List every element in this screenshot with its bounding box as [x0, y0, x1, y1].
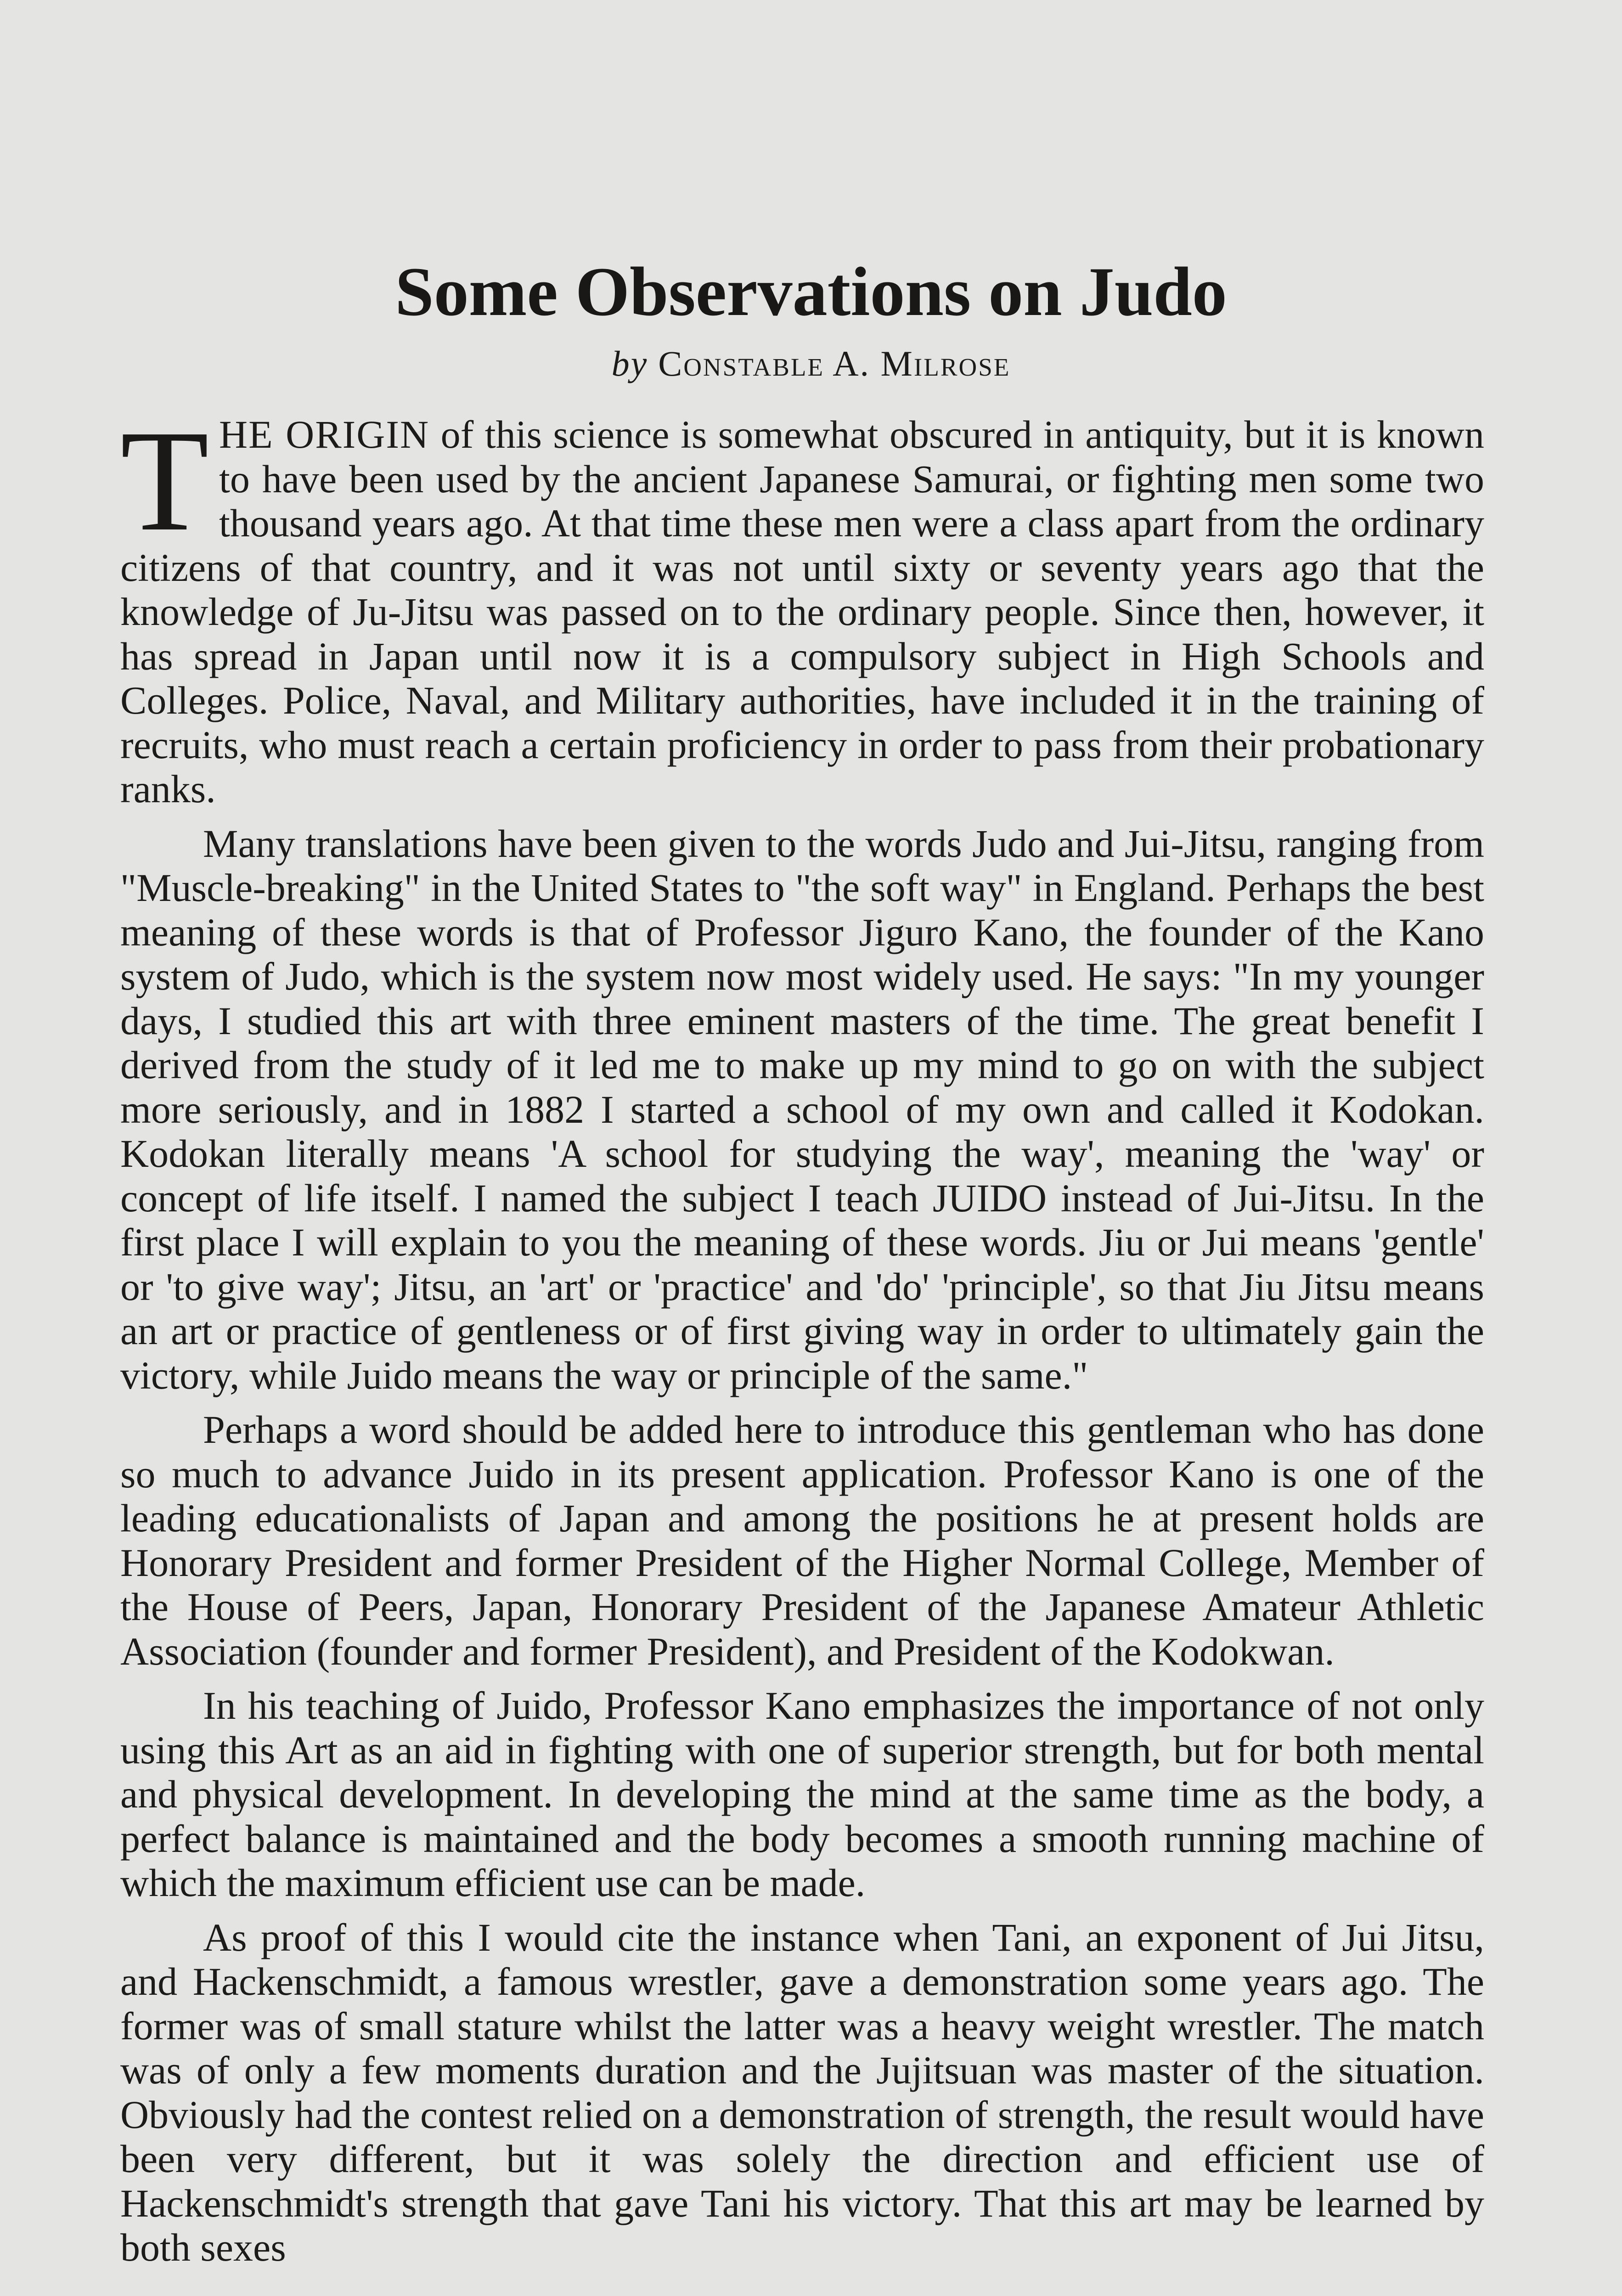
paragraph-2: Many translations have been given to the words Judo and Jui-Jitsu, ranging from "Muscle-breaking" in the United States to "the soft way" in England. Perhaps the best meaning of these words is that of Professor Jiguro Kano, the founder of the Kano system of Judo, which is the system now most widely used. He says: "In my younger days, I studied this art with three eminent masters of the time. The great benefit I derived from the study of it led me to make up my mind to go on with the subject more seriously, and in 1882 I started a school of my own and called it Kodokan. Kodokan literally means 'A school for studying the way', meaning the 'way' or concept of life itself. I named the subject I teach JUIDO instead of Jui-Jitsu. In the first place I will explain to you the meaning of these words. Jiu or Jui means 'gentle' or 'to give way'; Jitsu, an 'art' or 'practice' and 'do' 'principle', so that Jiu Jitsu means an art or practice of gentleness or of first giving way in order to ultimately gain the victory, while Juido means the way or principle of the same.": [120, 821, 1484, 1397]
paragraph-3: Perhaps a word should be added here to introduce this gentleman who has done so much to advance Juido in its present application. Professor Kano is one of the leading educationalists of Japan and among the positions he at present holds are Honorary President and former President of the Higher Normal College, Member of the House of Peers, Japan, Honorary President of the Japanese Amateur Athletic Association (founder and former President), and President of the Kodokwan.: [120, 1407, 1484, 1673]
drop-cap: T: [120, 400, 209, 561]
paragraph-1-text: of this science is somewhat obscured in antiquity, but it is known to have been used by the ancient Japanese Samurai, or fighting men some two thousand years ago. At that time these men were a class apart from the ordinary citizens of that country, and it was not until sixty or seventy years ago that the knowledge of Ju-Jitsu was passed on to the ordinary people. Since then, however, it has spread in Japan until now it is a compulsory subject in High Schools and Colleges. Police, Naval, and Military authorities, have included it in the training of recruits, who must reach a certain proficiency in order to pass from their probationary ranks.: [120, 412, 1484, 811]
lead-in-caps: HE ORIGIN: [219, 412, 430, 456]
article-title: Some Observations on Judo: [395, 253, 1227, 330]
byline-prefix: by: [611, 343, 648, 383]
article-body: [120, 400, 1484, 2280]
paragraph-1: [120, 400, 1484, 811]
paragraph-5: As proof of this I would cite the instance when Tani, an exponent of Jui Jitsu, and Hackenschmidt, a famous wrestler, gave a demonstration some years ago. The former was of small stature whilst the latter was a heavy weight wrestler. The match was of only a few moments duration and the Jujitsuan was master of the situation. Obviously had the contest relied on a demonstration of strength, the result would have been very different, but it was solely the direction and efficient use of Hackenschmidt's strength that gave Tani his victory. That this art may be learned by both sexes: [120, 1915, 1484, 2269]
paragraph-4: In his teaching of Juido, Professor Kano emphasizes the importance of not only using this Art as an aid in fighting with one of superior strength, but for both mental and physical development. In developing the mind at the same time as the body, a perfect balance is maintained and the body becomes a smooth running machine of which the maximum efficient use can be made.: [120, 1683, 1484, 1905]
author-name: Constable A. Milrose: [658, 343, 1011, 383]
byline: [0, 341, 1622, 387]
